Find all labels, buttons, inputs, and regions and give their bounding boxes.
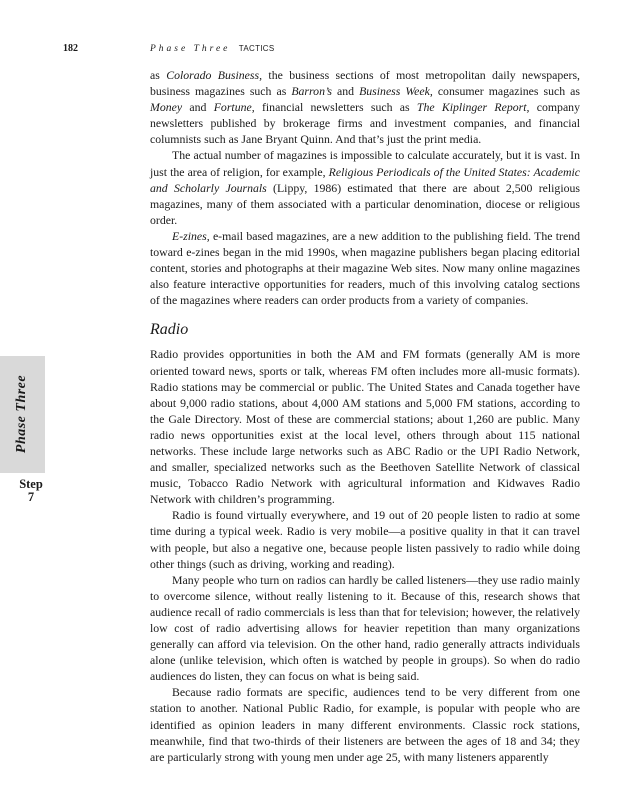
text-run: and bbox=[331, 84, 360, 99]
step-word: Step bbox=[19, 477, 43, 491]
body-text bbox=[150, 67, 580, 765]
emphasis: Colorado Business, bbox=[166, 68, 263, 82]
paragraph-4: Radio provides opportunities in both the AM and FM formats (generally AM is more oriented toward news, sports or talk, whereas FM often includes more all-music formats). Radio stations may be commercial or public. The United States and Canada together have about 9,000 radio stations, about 4,000 AM stations and 5,000 FM stations, according to the Gale Directory. Most of these are commercial stations; about 1,260 are public. Many radio news opportunities exist at the local level, others through about 115 national networks. These include large networks such as ABC Radio or the UPI Radio Network, and smaller, specialized networks such as the Beethoven Satellite Network of classical music, Tobacco Radio Network with agricultural information and Kidwaves Radio Network with children’s programming. bbox=[150, 347, 580, 507]
paragraph-3 bbox=[150, 228, 580, 308]
paragraph-1 bbox=[150, 67, 580, 147]
step-number: 7 bbox=[27, 490, 35, 504]
step-label bbox=[0, 478, 62, 504]
page-number: 182 bbox=[63, 43, 78, 54]
emphasis: The Kiplinger Report, bbox=[416, 100, 530, 115]
running-head bbox=[150, 44, 275, 54]
paragraph-2 bbox=[150, 147, 580, 227]
text-run: as bbox=[150, 68, 167, 82]
section-heading-radio: Radio bbox=[150, 321, 189, 339]
text-run: company newsletters published by brokerage firms and investment companies, and financial columnists such as Jane Bryant Quinn. And that’s just the print media. bbox=[150, 100, 580, 147]
text-run: the business sections of most metropolitan daily newspapers, business magazines such as bbox=[150, 68, 580, 99]
emphasis: Barron’s bbox=[291, 84, 332, 99]
text-run: (Lippy, 1986) estimated that there are about 2,500 religious magazines, many of them associated with a particular denomination, diocese or religious order. bbox=[150, 180, 580, 227]
side-tab-label: Phase Three bbox=[14, 374, 29, 454]
emphasis: Fortune, bbox=[213, 100, 255, 115]
text-run: financial newsletters such as bbox=[254, 100, 417, 115]
paragraph-6: Many people who turn on radios can hardly be called listeners—they use radio mainly to overcome silence, without really listening to it. Because of this, research shows that audience recall of radio commercials is less than that for television; however, the relatively low cost of radio advertising allows for heavier repetition than many organizations generally can afford via television. On the other hand, radio generally attracts individuals alone (unlike television, which often is watched by people in groups). So when do radio audiences do listen, they can focus on what is being said. bbox=[150, 572, 580, 684]
emphasis: E-zines, bbox=[172, 228, 210, 243]
paragraph-5: Radio is found virtually everywhere, and 19 out of 20 people listen to radio at some time during a typical week. Radio is very mobile—a positive quality in that it can travel with people, but also a negative one, because people listen passively to radio while doing other things (such as driving, working and reading). bbox=[150, 508, 580, 571]
text-run: e-mail based magazines, are a new addition to the publishing field. The trend toward e-zines began in the mid 1990s, when magazine publishers began placing editorial content, stories and photographs at their magazine Web sites. Now many online magazines also feature interactive opportunities for readers, much of this involving catalog sections of the magazines where readers can order products from a variety of companies. bbox=[150, 228, 580, 308]
running-head-phase: Phase Three bbox=[150, 44, 231, 54]
emphasis: Money bbox=[150, 100, 183, 115]
emphasis: Religious Periodicals of the United States: Academic and Scholarly Journals bbox=[150, 164, 581, 195]
text-run: The actual number of magazines is impossible to calculate accurately, but it is vast. In just the area of religion, for example, bbox=[150, 148, 580, 179]
emphasis: Business Week, bbox=[359, 84, 433, 99]
text-run: consumer magazines such as bbox=[432, 84, 580, 99]
running-head-section: TACTICS bbox=[238, 44, 275, 53]
paragraph-7: Because radio formats are specific, audiences tend to be very different from one station to another. National Public Radio, for example, is popular with people who are identified as opinion leaders in many different environments. Classic rock stations, meanwhile, find that two-thirds of their listeners are between the ages of 18 and 34; they are particularly strong with young men under age 25, with many listeners apparently bbox=[150, 685, 580, 764]
text-run: and bbox=[182, 100, 214, 115]
